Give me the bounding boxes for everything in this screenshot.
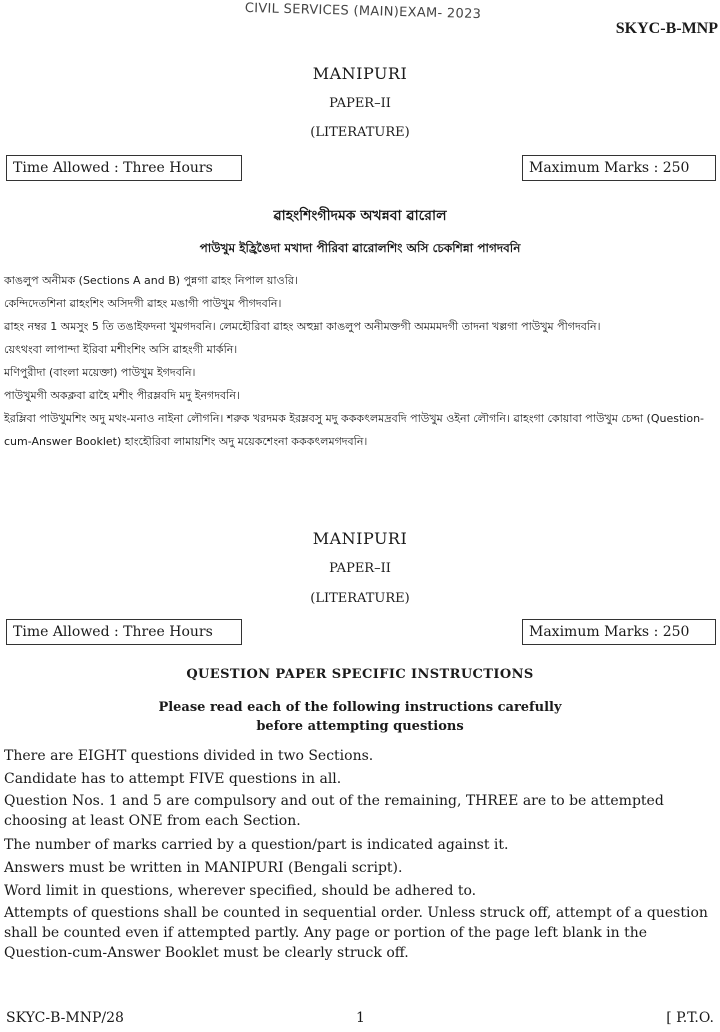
footer-code-text: SKYC-B-MNP/28 xyxy=(6,1010,124,1026)
en-line: Candidate has to attempt FIVE questions in all. xyxy=(4,771,342,787)
page-number: 1 xyxy=(356,1010,365,1026)
paper-number-en: PAPER–II xyxy=(329,561,391,576)
en-line: Answers must be written in MANIPURI (Bengali script). xyxy=(4,860,403,876)
bn-line: কেন্দিদেতশিনা ৱাহংশিং অসিদগী ৱাহং মঙাগী পাউখুম পীগদবনি। xyxy=(4,297,282,310)
en-instructions xyxy=(4,745,716,963)
en-line: Question Nos. 1 and 5 are compulsory and out of the remaining, THREE are to be attempted choosing at least ONE from each Section. xyxy=(4,793,664,829)
bn-line: ইরম্লিবা পাউখুমশিং অদু মথং-মনাও নাইনা লৌগনি। শরুক খরদমক ইরম্লবসু মদু কককৎলমদ্রবদি পাউখুম ওইনা লৌগনি। ৱাহংগা কোয়াবা পাউখুম চেদ্দা (Question-cum-Answer Booklet) হাংহৌরিবা লামায়শিং অদু ময়েকশেংনা কককৎলমগদবনি। xyxy=(4,412,705,448)
instructions-subheading-2: before attempting questions xyxy=(256,719,464,734)
bn-line: য়েৎথংবা লাপান্দা ইরিবা মশীংশিং অসি ৱাহংগী মার্কনি। xyxy=(4,343,238,356)
en-line: The number of marks carried by a question/part is indicated against it. xyxy=(4,837,509,853)
bn-line: মণিপুরীদা (বাংলা ময়েক্তা) পাউখুম ইগদবনি। xyxy=(4,366,196,379)
time-allowed-box: Time Allowed : Three Hours xyxy=(6,155,242,181)
instructions-subheading-1: Please read each of the following instructions carefully xyxy=(158,700,562,715)
footer-code xyxy=(6,1010,124,1026)
instructions-heading: QUESTION PAPER SPECIFIC INSTRUCTIONS xyxy=(186,667,534,682)
subject-title: MANIPURI xyxy=(312,64,408,83)
paper-code: SKYC-B-MNP xyxy=(615,20,718,37)
paper-literature-en: (LITERATURE) xyxy=(310,591,410,606)
bn-line: কাঙলুপ অনীমক (Sections A and B) পুন্নগা ৱাহং নিপাল য়াওরি। xyxy=(4,274,298,287)
bn-instruction-subtitle: পাউখুম ইহ্রিঙৈদা মখাদা পীরিবা ৱারোলশিং অসি চেকশিন্না পাগদবনি xyxy=(199,241,521,255)
bn-line: পাউখুমগী অকক্লবা ৱাহৈ মশীং পীরম্লবদি মদু ইনগদবনি। xyxy=(4,389,240,402)
bn-line: ৱাহং নম্বর 1 অমসুং 5 তি তঙাইফদনা খুমগদবনি। লেমহৌরিবা ৱাহং অহুম্না কাঙলুপ অনীমক্তগী অমমমদগী তাদনা খল্লগা পাউখুম পীগদবনি। xyxy=(4,320,601,333)
maximum-marks-box: Maximum Marks : 250 xyxy=(522,155,716,181)
bn-instruction-title: ৱাহংশিংগীদমক অখন্নবা ৱারোল xyxy=(273,208,447,224)
maximum-marks-box-en: Maximum Marks : 250 xyxy=(522,619,716,645)
exam-stamp: CIVIL SERVICES (MAIN)EXAM- 2023 xyxy=(244,0,482,23)
paper-literature: (LITERATURE) xyxy=(310,125,410,140)
pto-label: [ P.T.O. xyxy=(666,1010,714,1026)
en-line: Attempts of questions shall be counted in sequential order. Unless struck off, attempt of a question shall be counted even if attempted partly. Any page or portion of the page left blank in the Question-cum-Answer Booklet must be clearly struck off. xyxy=(4,905,708,961)
en-line: Word limit in questions, wherever specified, should be adhered to. xyxy=(4,883,477,899)
bn-instructions xyxy=(4,269,716,453)
paper-number: PAPER–II xyxy=(329,96,391,111)
time-allowed-box-en: Time Allowed : Three Hours xyxy=(6,619,242,645)
en-line: There are EIGHT questions divided in two Sections. xyxy=(4,748,374,764)
subject-title-en: MANIPURI xyxy=(312,529,408,548)
